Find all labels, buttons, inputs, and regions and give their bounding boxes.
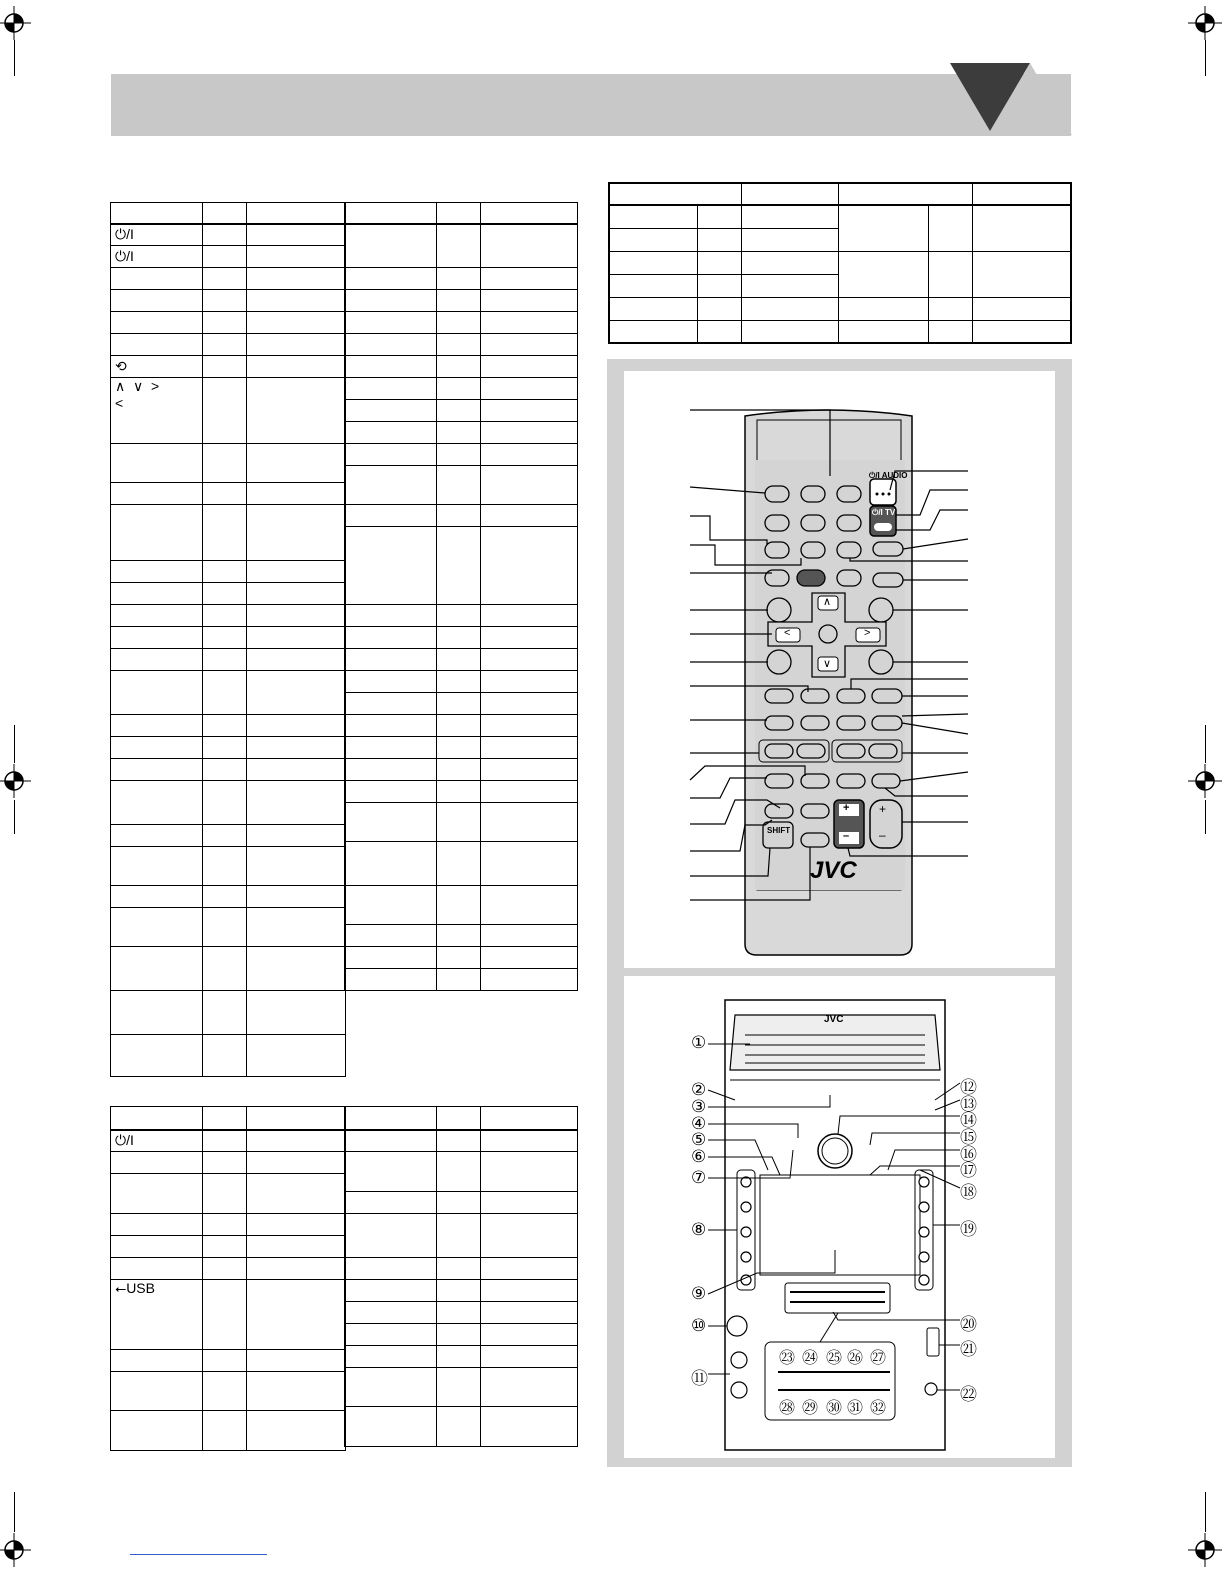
audio-power-label: ⏻/I AUDIO bbox=[869, 471, 908, 480]
callout-22: ㉒ bbox=[960, 1385, 977, 1404]
volume-down-button[interactable]: – bbox=[843, 830, 850, 842]
callout-9: ⑨ bbox=[691, 1284, 707, 1303]
callout-26: ㉖ bbox=[847, 1350, 864, 1367]
callout-14: ⑭ bbox=[960, 1111, 977, 1130]
cursor-right-icon[interactable]: > bbox=[864, 627, 871, 639]
callout-12: ⑫ bbox=[960, 1078, 977, 1097]
footer-link-underline[interactable] bbox=[130, 1554, 267, 1555]
cursor-up-icon[interactable]: ∧ bbox=[823, 596, 832, 608]
callout-11: ⑪ bbox=[691, 1369, 708, 1388]
registration-mark-mid-left bbox=[0, 764, 31, 798]
trim-line bbox=[14, 725, 15, 763]
indicator-table bbox=[608, 182, 1072, 344]
section-header-bar bbox=[111, 74, 1071, 136]
callout-19: ⑲ bbox=[960, 1220, 977, 1239]
standby-on-icon: ⏻/I bbox=[111, 1130, 203, 1152]
trim-line bbox=[1205, 800, 1206, 834]
callout-16: ⑯ bbox=[960, 1145, 977, 1164]
callout-3: ③ bbox=[691, 1097, 707, 1116]
callout-17: ⑰ bbox=[960, 1161, 977, 1180]
callout-20: ⑳ bbox=[960, 1315, 977, 1334]
trim-line bbox=[14, 40, 15, 76]
remote-buttons-table-right bbox=[344, 202, 578, 991]
callout-4: ④ bbox=[691, 1114, 707, 1133]
cursor-arrows-icon: ∧ ∨ > < bbox=[111, 378, 203, 444]
unit-brand-logo: JVC bbox=[824, 1014, 844, 1025]
callout-5: ⑤ bbox=[691, 1130, 707, 1149]
registration-mark-mid-right bbox=[1188, 764, 1222, 798]
brand-logo: JVC bbox=[810, 857, 857, 884]
callout-21: ㉑ bbox=[960, 1340, 977, 1359]
tv-volume-down-button[interactable]: – bbox=[879, 828, 886, 842]
trim-line bbox=[1205, 40, 1206, 76]
callout-30: ㉚ bbox=[826, 1400, 843, 1417]
callout-28: ㉘ bbox=[779, 1400, 796, 1417]
registration-mark-top-right bbox=[1188, 6, 1222, 40]
callout-23: ㉓ bbox=[779, 1350, 796, 1367]
usb-icon: ⭠USB bbox=[111, 1280, 203, 1350]
trim-line bbox=[1205, 725, 1206, 763]
shift-button[interactable]: SHIFT bbox=[767, 826, 791, 835]
callout-1: ① bbox=[691, 1033, 707, 1052]
callout-18: ⑱ bbox=[960, 1183, 977, 1202]
main-unit-illustration bbox=[624, 976, 1055, 1458]
registration-mark-bottom-right bbox=[1188, 1533, 1222, 1567]
return-icon: ⟲ bbox=[111, 356, 203, 378]
tv-power-label: ⏻/I TV bbox=[872, 508, 896, 517]
callout-31: ㉛ bbox=[847, 1400, 864, 1417]
tv-volume-up-button[interactable]: + bbox=[879, 802, 887, 816]
callout-2: ② bbox=[691, 1080, 707, 1099]
callout-13: ⑬ bbox=[960, 1095, 977, 1114]
callout-32: ㉜ bbox=[870, 1400, 887, 1417]
volume-up-button[interactable]: + bbox=[843, 802, 850, 814]
callout-27: ㉗ bbox=[870, 1350, 887, 1367]
remote-control-illustration bbox=[624, 371, 1055, 968]
header-arrow-icon bbox=[950, 63, 1072, 137]
standby-on-icon: ⏻/I bbox=[111, 224, 203, 246]
unit-buttons-table-left bbox=[110, 1106, 346, 1451]
callout-10: ⑩ bbox=[691, 1316, 707, 1335]
cursor-down-icon[interactable]: ∨ bbox=[823, 658, 832, 670]
callout-7: ⑦ bbox=[691, 1168, 707, 1187]
cursor-left-icon[interactable]: < bbox=[784, 627, 791, 639]
callout-25: ㉕ bbox=[826, 1350, 843, 1367]
callout-15: ⑮ bbox=[960, 1128, 977, 1147]
callout-24: ㉔ bbox=[802, 1350, 819, 1367]
trim-line bbox=[1205, 1492, 1206, 1532]
registration-mark-top-left bbox=[0, 6, 31, 40]
callout-6: ⑥ bbox=[691, 1147, 707, 1166]
trim-line bbox=[14, 1492, 15, 1532]
registration-mark-bottom-left bbox=[0, 1533, 31, 1567]
trim-line bbox=[14, 800, 15, 834]
standby-on-icon: ⏻/I bbox=[111, 246, 203, 268]
callout-8: ⑧ bbox=[691, 1220, 707, 1239]
callout-29: ㉙ bbox=[802, 1400, 819, 1417]
remote-buttons-table-left bbox=[110, 202, 346, 1077]
unit-buttons-table-right bbox=[344, 1106, 578, 1447]
